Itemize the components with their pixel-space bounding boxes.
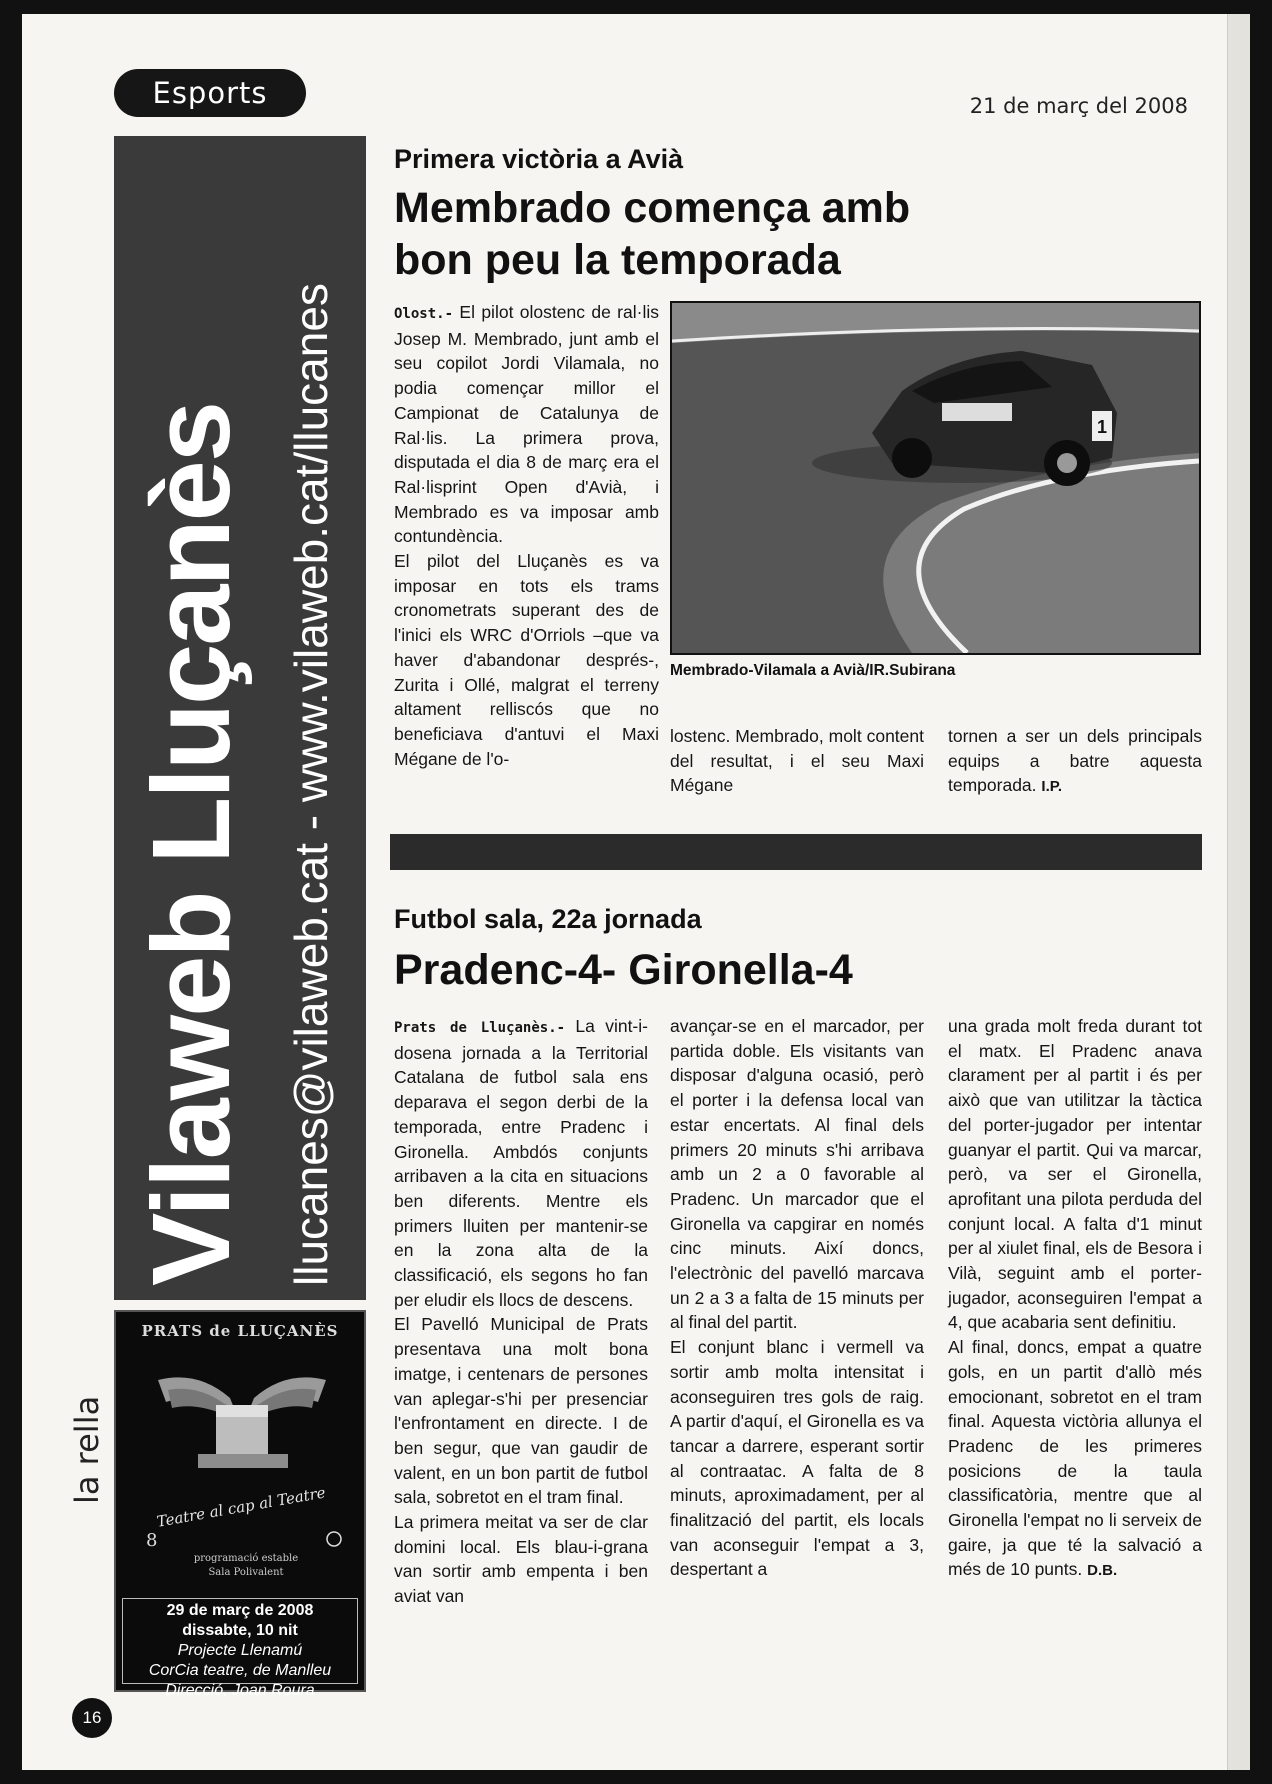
poster-script-text [155, 1483, 327, 1530]
article2-col1-p2: El Pavelló Municipal de Prats presentava una molt bona imatge, i centenars de persones van aplegar-s'hi per presenciar l'enfrontament en directe. I de ben segur, que van gaudir de valent, en un bon partit de futbol sala, sobretot en el tram final. [394, 1314, 648, 1508]
programme-line-2: Sala Polivalent [208, 1567, 284, 1578]
article2-signature: D.B. [1087, 1562, 1118, 1580]
rally-car-image [672, 303, 1199, 653]
event-company: CorCia teatre, de Manlleu [148, 1662, 332, 1679]
poster-title: PRATS de LLUÇANÈS [141, 1322, 339, 1340]
article1-signature: I.P. [1041, 778, 1062, 796]
vilaweb-sidebar-ad [114, 136, 366, 1300]
article1-lead: Olost.- [394, 306, 454, 322]
article1-col3 [948, 724, 1202, 800]
sidebar-brand: Vilaweb Lluçanès [130, 402, 253, 1286]
poster-event-box [122, 1598, 358, 1699]
article2-lead: Prats de Lluçanès.- [394, 1020, 566, 1036]
programme-line-1: programació estable [193, 1553, 299, 1564]
article1-headline: Membrado comença amb bon peu la temporada [394, 184, 911, 284]
article2-col3-p1: una grada molt freda durant tot el matx. El Pradenc anava clarament per al partit i és per això que van utilitzar la tàctica del porter-jugador per intentar guanyar el partit. Qui va marcar, però, va ser el Gironella, aprofitant una pilota perduda del conjunt local. A falta d'1 minut per al xiulet final, els de Besora i Vilà, seguint amb el porter-jugador, aconseguiren l'empat a 4, que acabaria sent definitiu. [948, 1016, 1202, 1333]
page-number: 16 [72, 1698, 112, 1738]
article2-kicker: Futbol sala, 22a jornada [394, 904, 702, 934]
event-show: Projecte Llenamú [177, 1642, 303, 1659]
article2-col1-p3: La primera meitat va ser de clar domini local. Els blau-i-grana van sortir amb empenta i ben aviat van [394, 1512, 648, 1607]
article1-col2 [670, 724, 924, 798]
rally-photo [670, 301, 1201, 655]
magazine-page [22, 14, 1250, 1770]
article2-col3-p2: Al final, doncs, empat a quatre gols, en un partit d'allò més emocionant, sobretot en el tram final. Aquesta victòria allunya el Pradenc de les primeres posicions de la taula classificatòria, mentre que al Gironella l'empat no li serveix de gaire, ja que té la salvació a més de 10 punts. [948, 1337, 1202, 1580]
svg-text:Teatre al cap al Teatre: Teatre al cap al Teatre [155, 1483, 327, 1531]
article1-kicker: Primera victòria a Avià [394, 144, 684, 174]
article2-headline: Pradenc-4- Gironella-4 [394, 946, 853, 994]
sidebar-links: llucanes@vilaweb.cat - www.vilaweb.cat/llucanes [285, 283, 337, 1286]
magazine-name: la rella [68, 1395, 106, 1504]
winged-box-illustration [138, 1350, 346, 1550]
svg-text:8: 8 [146, 1530, 158, 1550]
section-divider-bar [390, 834, 1202, 870]
article1-col1 [394, 300, 659, 771]
article2-col3 [948, 1014, 1202, 1584]
article2-col2 [670, 1014, 924, 1582]
section-label: Esports [114, 69, 306, 117]
poster-programme [176, 1552, 316, 1580]
article1-col2-text: lostenc. Membrado, molt content del resultat, i el seu Maxi Mégane [670, 726, 924, 796]
article2-col2-p1: avançar-se en el marcador, per partida doble. Els visitants van disposar d'alguna ocasió, però el porter i la defensa local van estar encertats. Al final dels primers 20 minuts s'hi arribava amb un 2 a 0 favorable al Pradenc. Un marcador que el Gironella va capgirar en només cinc minuts. Així doncs, l'electrònic del pavelló marcava un 2 a 3 a falta de 15 minuts per al final del partit. [670, 1016, 924, 1333]
car-number: 1 [1096, 417, 1108, 437]
event-time: dissabte, 10 nit [182, 1622, 298, 1639]
article1-col1-p1: El pilot olostenc de ral·lis Josep M. Membrado, junt amb el seu copilot Jordi Vilamala, no podia començar millor el Campionat de Catalunya de Ral·lis. La primera prova, disputada el dia 8 de març era el Ral·lisprint Open d'Avià, i Membrado es va imposar amb contundència. [394, 302, 659, 547]
event-director: Direcció, Joan Roura [165, 1682, 315, 1699]
theatre-poster-ad [114, 1310, 366, 1699]
article2-col2-p2: El conjunt blanc i vermell va sortir amb molta intensitat i aconseguiren tres gols de raig. A partir d'aquí, el Gironella es va tancar a darrere, esperant sortir al contraatac. A falta de 8 minuts, aproximadament, per al finalització del partit, els locals van aconseguir l'empat a 3, despertant a [670, 1337, 924, 1580]
page-spine [1227, 14, 1250, 1770]
article2-col1-p1: La vint-i-dosena jornada a la Territorial Catalana de futbol sala ens deparava el segon derbi de la temporada, entre Pradenc i Gironella. Ambdós conjunts arribaven a la cita en situacions ben diferents. Mentre els primers lluiten per mantenir-se en la zona alta de la classificació, els segons ho fan per eludir els llocs de descens. [394, 1016, 648, 1310]
photo-caption: Membrado-Vilamala a Avià/IR.Subirana [670, 662, 956, 679]
article2-col1 [394, 1014, 648, 1609]
issue-date: 21 de març del 2008 [969, 94, 1188, 118]
article1-col3-text: tornen a ser un dels principals equips a batre aquesta temporada. [948, 726, 1202, 796]
event-date: 29 de març de 2008 [166, 1602, 314, 1619]
article1-col1-p2: El pilot del Lluçanès es va imposar en tots els trams cronometrats superant des de l'inici els WRC d'Orriols –que va haver d'abandonar després-, Zurita i Ollé, malgrat el terreny altament relliscós que no beneficiava d'antuvi el Maxi Mégane de l'o- [394, 551, 659, 769]
